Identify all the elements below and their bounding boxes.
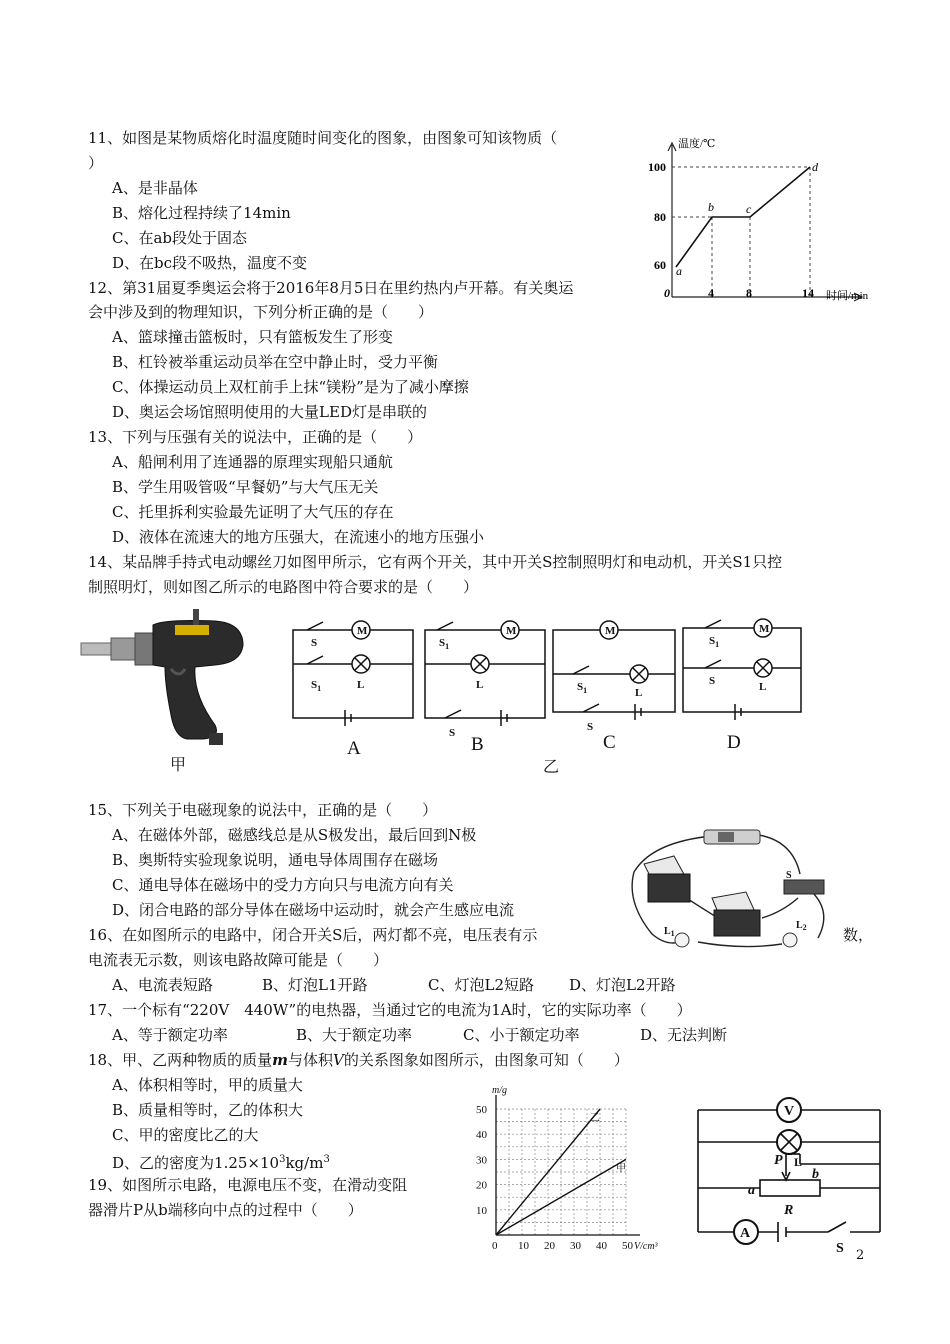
mv-ytick: 50 [476,1104,487,1116]
melting-xtick-8: 8 [746,286,752,300]
q13-option-a: A、船闸利用了连通器的原理实现船只通航 [112,453,393,471]
q16-circuit-photo [622,822,837,957]
circuit-b-motor: M [506,625,517,637]
mv-ytick: 20 [476,1179,487,1192]
q13-option-d: D、液体在流速大的地方压强大，在流速小的地方压强小 [112,528,485,546]
circuit-c-motor: M [605,625,616,637]
q13-stem: 13、下列与压强有关的说法中，正确的是（ ） [88,428,423,446]
q16-lamp2-label: $L_2$ [796,920,807,932]
circuit-b-switch-top: $S_1$ [439,637,450,651]
q15-option-d: D、闭合电路的部分导体在磁场中运动时，就会产生感应电流 [112,901,515,919]
melting-xtick-0: 0 [664,286,670,300]
q17-option-d: D、无法判断 [640,1026,728,1044]
q19-ammeter-label: A [740,1226,751,1241]
q12-option-d: D、奥运会场馆照明使用的大量LED灯是串联的 [112,403,427,421]
q15-option-c: C、通电导体在磁场中的受力方向只与电流方向有关 [112,876,454,894]
melting-graph [630,135,880,305]
circuit-a-switch-top: S [311,637,318,649]
q11-stem-end: ） [88,154,104,172]
q19-end-a-label: a [748,1183,755,1198]
mv-xtick: 10 [518,1240,529,1252]
q16-switch-label: S [786,870,792,881]
q16-stem-tail: 数， [843,926,874,944]
q19-stem-2: 器滑片P从b端移向中点的过程中（ ） [88,1201,363,1219]
caption-yi: 乙 [543,757,560,776]
q16-option-b: B、灯泡L1开路 [262,976,368,994]
circuit-a-motor: M [357,625,368,637]
q11-option-a: A、是非晶体 [112,179,198,197]
q16-option-d: D、灯泡L2开路 [569,976,676,994]
q18-stem: 18、甲、乙两种物质的质量m与体积V的关系图象如图所示，由图象可知（ ） [88,1051,629,1069]
q14-stem-2: 制照明灯，则如图乙所示的电路图中符合要求的是（ ） [88,578,479,596]
q19-voltmeter-label: V [784,1104,795,1119]
q12-option-b: B、杠铃被举重运动员举在空中静止时，受力平衡 [112,353,439,371]
mv-xlabel: V/cm³ [634,1241,658,1252]
q11-option-d: D、在bc段不吸热，温度不变 [112,254,308,272]
circuit-d-switch-mid: S [709,675,716,687]
mass-volume-chart [466,1085,681,1260]
q12-stem: 12、第31届夏季奥运会将于2016年8月5日在里约热内卢开幕。有关奥运 [88,279,574,297]
mv-xtick: 50 [622,1240,633,1252]
circuit-a-label: A [347,738,361,759]
circuit-c-switch-mid: $S_1$ [577,681,588,695]
q15-option-b: B、奥斯特实验现象说明，通电导体周围存在磁场 [112,851,439,869]
q19-stem: 19、如图所示电路，电源电压不变，在滑动变阻 [88,1176,408,1194]
melting-ytick-80: 80 [654,210,666,224]
melting-point-a: a [676,264,682,278]
q17-stem: 17、一个标有“220V 440W”的电热器，当通过它的电流为1A时，它的实际功率（ ） [88,1001,692,1019]
circuit-b-switch-bottom: S [449,727,456,739]
q18-option-c: C、甲的密度比乙的大 [112,1126,259,1144]
mv-xtick: 30 [570,1240,581,1252]
mv-ytick: 10 [476,1204,487,1217]
q18-option-a: A、体积相等时，甲的质量大 [112,1076,303,1094]
q17-option-c: C、小于额定功率 [463,1026,580,1044]
q19-resistor-label: R [784,1203,794,1218]
melting-ytick-60: 60 [654,258,666,272]
melting-point-b: b [708,200,714,214]
q11-stem: 11、如图是某物质熔化时温度随时间变化的图象，由图象可知该物质（ [88,129,558,147]
q18-option-b: B、质量相等时，乙的体积大 [112,1101,304,1119]
q18-option-d: D、乙的密度为$1.25\times 10^3kg/m^3$ [112,1154,330,1172]
circuit-c-label: C [603,732,616,753]
q19-end-b-label: b [812,1167,819,1182]
q11-option-b: B、熔化过程持续了14min [112,204,291,222]
circuit-c-lamp: L [635,687,643,699]
q11-option-c: C、在ab段处于固态 [112,229,248,247]
mv-ylabel: m/g [492,1085,507,1096]
q17-option-b: B、大于额定功率 [296,1026,413,1044]
circuit-c-switch-bottom: S [587,721,594,733]
q13-option-b: B、学生用吸管吸“早餐奶”与大气压无关 [112,478,379,496]
mv-ytick: 40 [476,1129,487,1142]
q12-stem-2: 会中涉及到的物理知识，下列分析正确的是（ ） [88,303,434,321]
circuit-b-label: B [471,734,484,755]
melting-xtick-4: 4 [708,286,714,300]
q16-option-a: A、电流表短路 [112,976,213,994]
mv-series-label-1: 甲 [616,1163,626,1175]
circuit-d [683,619,801,720]
q15-stem: 15、下列关于电磁现象的说法中，正确的是（ ） [88,801,438,819]
circuit-d-switch-top: $S_1$ [709,635,720,649]
q19-switch-label: S [836,1241,844,1256]
q17-option-a: A、等于额定功率 [112,1026,228,1044]
melting-point-c: c [746,202,752,216]
circuit-a-lamp: L [357,679,365,691]
page-number: 2 [856,1248,865,1263]
melting-graph-xlabel: 时间/min [826,290,869,302]
circuit-d-motor: M [759,623,770,635]
mv-ytick: 30 [476,1154,487,1167]
circuit-a-switch-bottom: $S_1$ [311,679,322,693]
circuit-b-lamp: L [476,679,484,691]
q19-slider-label: P [774,1153,783,1168]
circuit-d-label: D [727,732,741,753]
q14-stem: 14、某品牌手持式电动螺丝刀如图甲所示，它有两个开关，其中开关S控制照明灯和电动机，开关S1只控 [88,553,783,571]
mv-xtick: 20 [544,1240,555,1252]
circuit-d-lamp: L [759,681,767,693]
melting-xtick-14: 14 [802,286,814,300]
melting-ytick-100: 100 [648,160,666,174]
melting-graph-ylabel: 温度/℃ [678,138,716,150]
q16-stem: 16、在如图所示的电路中，闭合开关S后，两灯都不亮，电压表有示 [88,926,538,944]
q16-option-c: C、灯泡L2短路 [428,976,534,994]
melting-point-d: d [812,160,818,174]
q19-circuit [690,1092,890,1256]
caption-jia: 甲 [170,755,187,774]
q16-lamp1-label: $L_1$ [664,926,675,938]
q19-lamp-label: L [794,1155,803,1169]
q12-option-c: C、体操运动员上双杠前手上抹“镁粉”是为了减小摩擦 [112,378,469,396]
q15-option-a: A、在磁体外部，磁感线总是从S极发出，最后回到N极 [112,826,477,844]
mv-xtick: 0 [492,1240,498,1252]
q12-option-a: A、篮球撞击篮板时，只有篮板发生了形变 [112,328,393,346]
circuit-options [285,612,830,762]
screwdriver-image [75,605,255,755]
q16-stem-2: 电流表无示数，则该电路故障可能是（ ） [88,951,389,969]
mv-xtick: 40 [596,1240,607,1252]
q13-option-c: C、托里拆利实验最先证明了大气压的存在 [112,503,394,521]
mv-series-label-0: 乙 [590,1113,600,1124]
